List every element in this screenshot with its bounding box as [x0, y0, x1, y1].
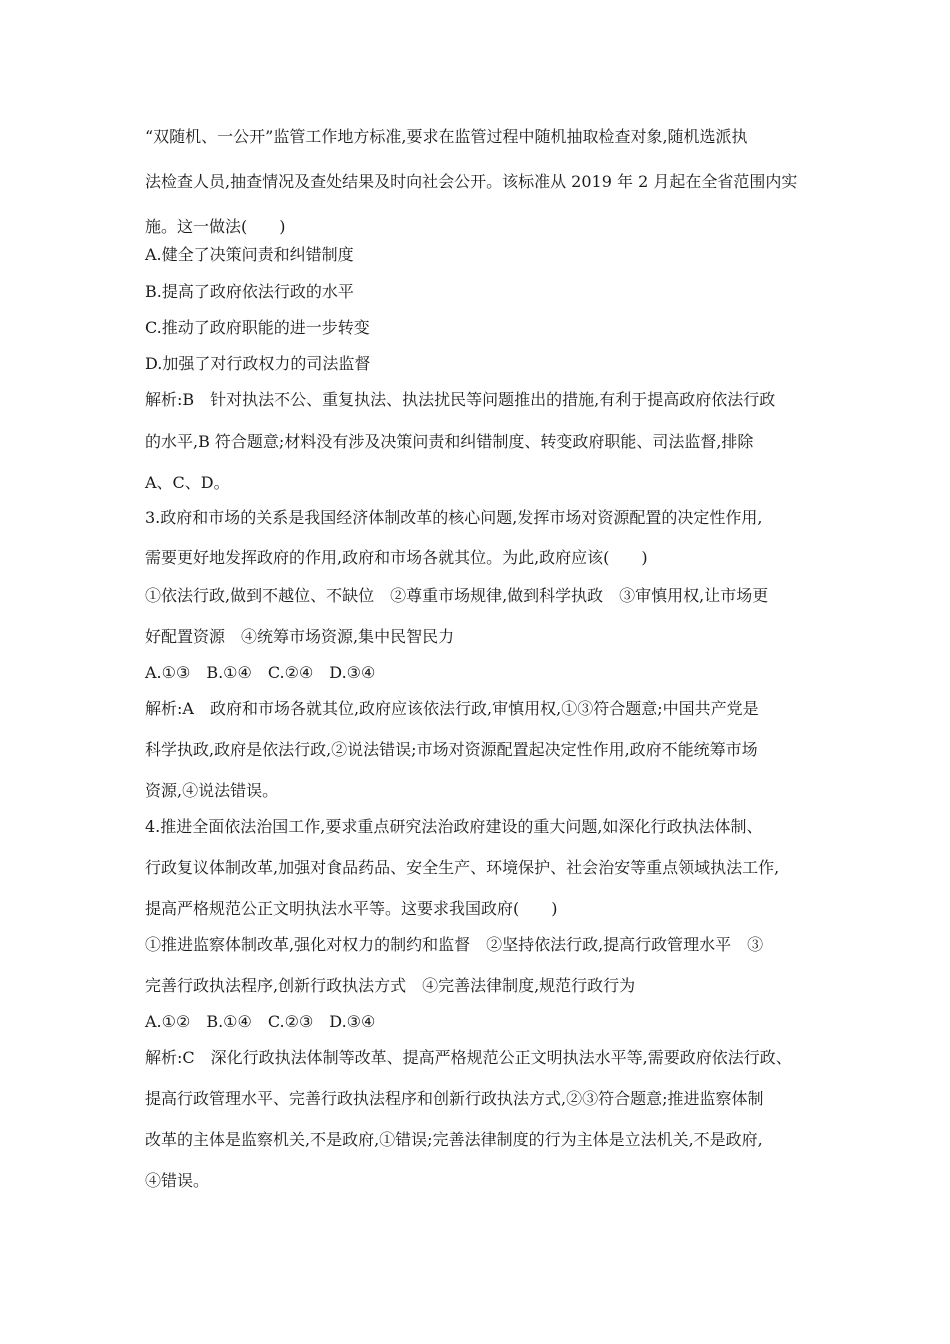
q2-stem-line-3: 施。这一做法( )	[145, 217, 286, 236]
q3-analysis-line-3: 资源,④说法错误。	[145, 781, 279, 800]
q4-stem-line-2: 行政复议体制改革,加强对食品药品、安全生产、环境保护、社会治安等重点领域执法工作,	[145, 858, 780, 877]
q2-analysis-line-1: 解析:B 针对执法不公、重复执法、执法扰民等问题推出的措施,有利于提高政府依法行政	[145, 390, 776, 409]
q3-statements-line-2: 好配置资源 ④统筹市场资源,集中民智民力	[145, 627, 455, 646]
q4-stem-line-1: 4.推进全面依法治国工作,要求重点研究法治政府建设的重大问题,如深化行政执法体制、	[145, 817, 763, 836]
q3-choices: A.①③ B.①④ C.②④ D.③④	[145, 663, 376, 682]
q2-stem-line-1: “双随机、一公开”监管工作地方标准,要求在监管过程中随机抽取检查对象,随机选派执	[145, 127, 748, 146]
q4-analysis-line-3: 改革的主体是监察机关,不是政府,①错误;完善法律制度的行为主体是立法机关,不是政府,	[145, 1130, 763, 1149]
q4-analysis-line-1: 解析:C 深化行政执法体制等改革、提高严格规范公正文明执法水平等,需要政府依法行政、	[145, 1048, 792, 1067]
q4-choices: A.①② B.①④ C.②③ D.③④	[145, 1012, 376, 1031]
q2-analysis-line-3: A、C、D。	[145, 473, 230, 492]
q3-analysis-line-2: 科学执政,政府是依法行政,②说法错误;市场对资源配置起决定性作用,政府不能统筹市场	[145, 740, 758, 759]
q2-option-d: D.加强了对行政权力的司法监督	[145, 354, 371, 373]
q4-statements-line-2: 完善行政执法程序,创新行政执法方式 ④完善法律制度,规范行政行为	[145, 976, 636, 995]
q3-analysis-line-1: 解析:A 政府和市场各就其位,政府应该依法行政,审慎用权,①③符合题意;中国共产党是	[145, 699, 759, 718]
q4-analysis-line-2: 提高行政管理水平、完善行政执法程序和创新行政执法方式,②③符合题意;推进监察体制	[145, 1089, 764, 1108]
q3-stem-line-1: 3.政府和市场的关系是我国经济体制改革的核心问题,发挥市场对资源配置的决定性作用,	[145, 508, 763, 527]
q2-analysis-line-2: 的水平,B 符合题意;材料没有涉及决策问责和纠错制度、转变政府职能、司法监督,排除	[145, 432, 754, 451]
q2-option-b: B.提高了政府依法行政的水平	[145, 282, 354, 301]
q3-stem-line-2: 需要更好地发挥政府的作用,政府和市场各就其位。为此,政府应该( )	[145, 548, 648, 567]
q2-option-a: A.健全了决策问责和纠错制度	[145, 245, 354, 264]
q4-statements-line-1: ①推进监察体制改革,强化对权力的制约和监督 ②坚持依法行政,提高行政管理水平 ③	[145, 935, 764, 954]
q4-stem-line-3: 提高严格规范公正文明执法水平等。这要求我国政府( )	[145, 899, 558, 918]
q4-analysis-line-4: ④错误。	[145, 1171, 210, 1190]
q2-stem-line-2: 法检查人员,抽查情况及查处结果及时向社会公开。该标准从 2019 年 2 月起在全省范围内实	[145, 172, 798, 191]
q3-statements-line-1: ①依法行政,做到不越位、不缺位 ②尊重市场规律,做到科学执政 ③审慎用权,让市场更	[145, 586, 769, 605]
q2-option-c: C.推动了政府职能的进一步转变	[145, 318, 370, 337]
